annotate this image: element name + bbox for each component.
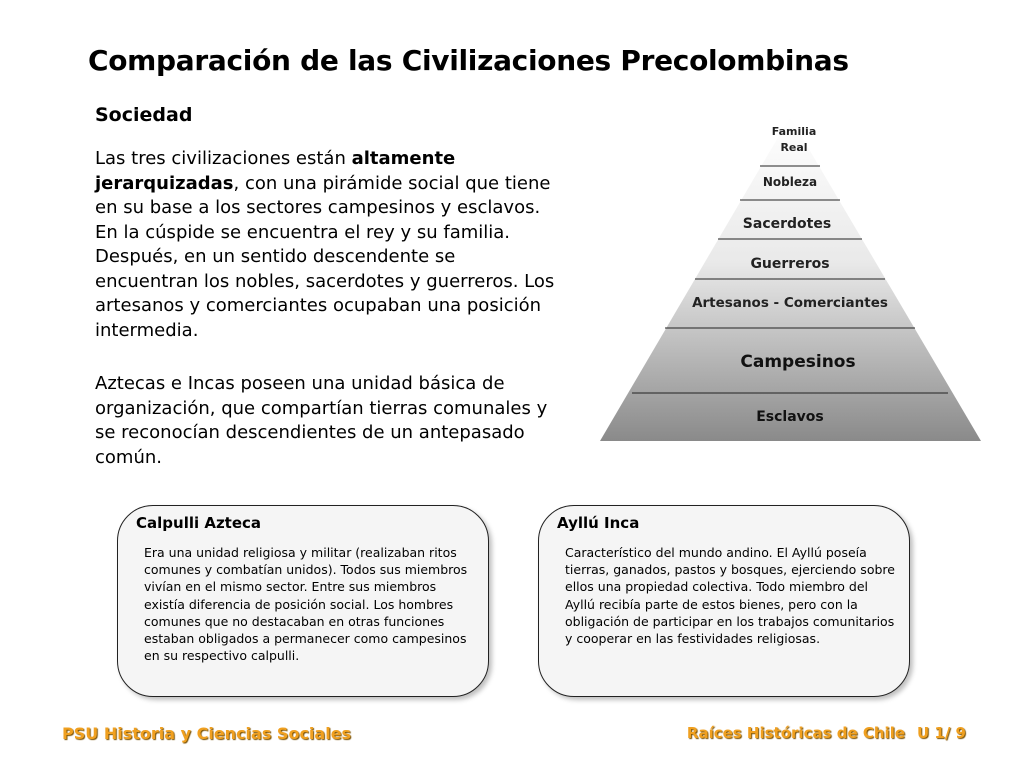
- pyramid-level-label: Familia: [771, 125, 817, 138]
- footer-page-number: U 1/ 9: [917, 724, 966, 742]
- pyramid-level-label: Esclavos: [756, 409, 824, 425]
- calpulli-title: Calpulli Azteca: [136, 514, 262, 532]
- calpulli-box: [117, 505, 489, 697]
- pyramid-level-label: Guerreros: [750, 256, 830, 272]
- footer-course: PSU Historia y Ciencias Sociales: [62, 724, 352, 743]
- paragraph-hierarchy-start: Las tres civilizaciones están: [95, 148, 352, 169]
- social-pyramid: [598, 115, 983, 445]
- footer-unit-title: Raíces Históricas de Chile: [686, 724, 906, 742]
- pyramid-level-label: Real: [780, 141, 808, 154]
- slide-title: Comparación de las Civilizaciones Precolombinas: [88, 44, 849, 77]
- pyramid-level-label: Sacerdotes: [742, 216, 832, 232]
- ayllu-title: Ayllú Inca: [557, 514, 640, 532]
- paragraph-basic-unit: Aztecas e Incas poseen una unidad básica de organización, que compartían tierras comunales y se reconocían descendientes de un antepasado común.: [95, 373, 548, 468]
- ayllu-box: [538, 505, 910, 697]
- pyramid-level-label: Nobleza: [762, 175, 818, 189]
- section-subtitle: Sociedad: [95, 104, 193, 126]
- calpulli-text: Era una unidad religiosa y militar (realizaban ritos comunes y combatían unidos). Todos sus miembros vivían en el mismo sector. Entre sus miembros existía diferencia de posición social. Los hombres comunes que no destacaban en otras funciones estaban obligados a permanecer como campesinos en su respectivo calpulli.: [144, 545, 468, 664]
- footer-unit: [675, 724, 966, 742]
- paragraph-hierarchy-end: , con una pirámide social que tiene en su base a los sectores campesinos y esclavos. En la cúspide se encuentra el rey y su familia. Después, en un sentido descendente se encuentran los nobles, sacerdotes y guerreros. Los artesanos y comerciantes ocupaban una posición intermedia.: [95, 172, 555, 341]
- pyramid-level-label: Artesanos - Comerciantes: [692, 295, 888, 311]
- ayllu-text: Característico del mundo andino. El Ayllú poseía tierras, ganados, pastos y bosques, ejerciendo sobre ellos una propiedad colectiva. Todo miembro del Ayllú recibía parte de estos bienes, pero con la obligación de participar en los trabajos comunitarios y cooperar en las festividades religiosas.: [565, 545, 895, 647]
- paragraph-hierarchy: [95, 147, 555, 343]
- paragraph-hierarchy-bold: altamente jerarquizadas: [95, 148, 456, 194]
- pyramid-level-label: Campesinos: [740, 352, 856, 372]
